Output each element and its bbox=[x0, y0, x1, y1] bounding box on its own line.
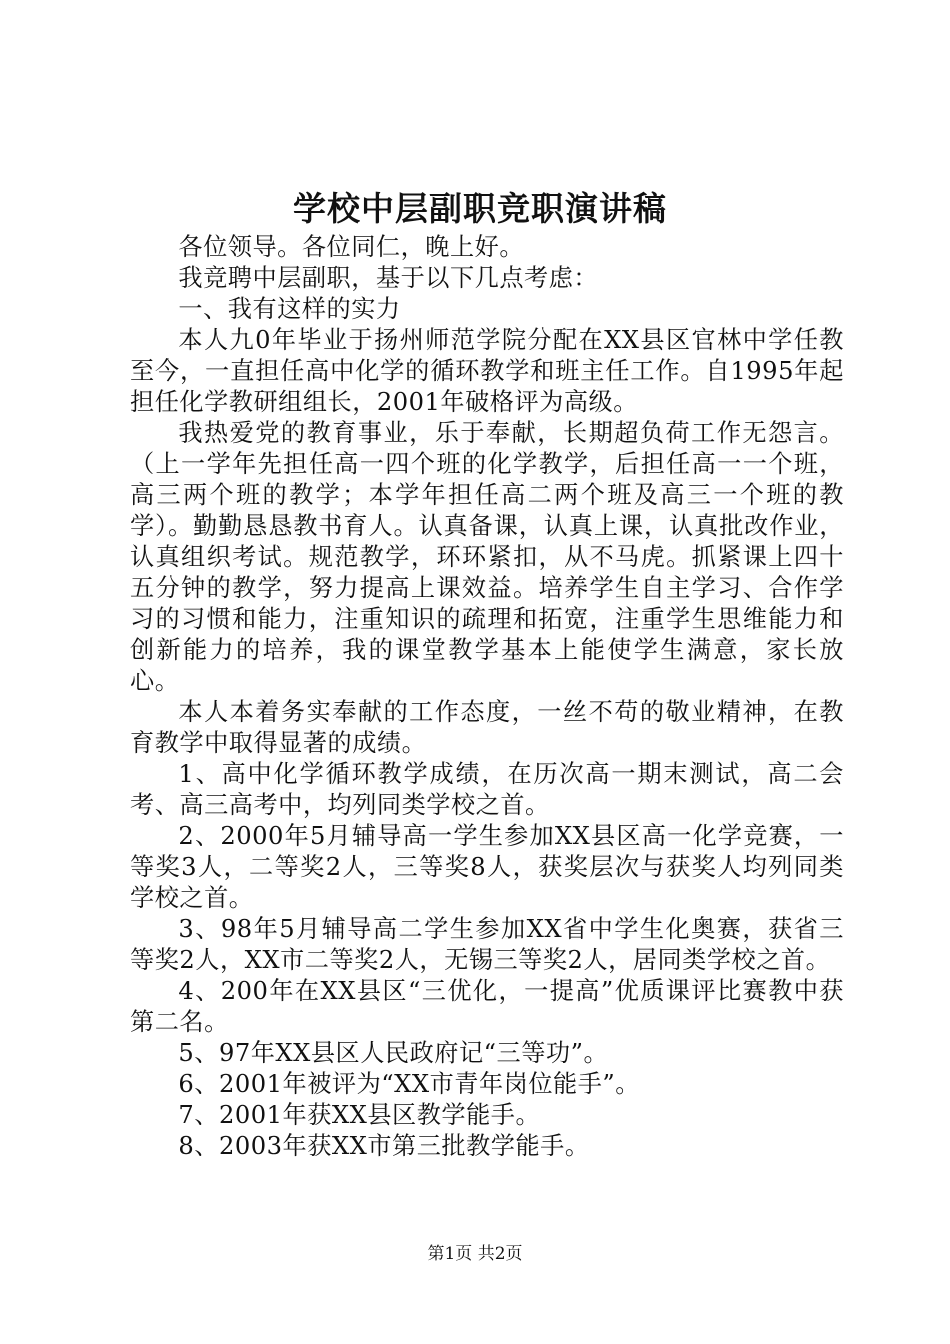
achievement-item: 2、2000年5月辅导高一学生参加XX县区高一化学竞赛，一等奖3人，二等奖2人，三等奖8人，获奖层次与获奖人均列同类学校之首。 bbox=[130, 822, 844, 912]
achievement-item: 7、2001年获XX县区教学能手。 bbox=[178, 1101, 541, 1129]
paragraph-background: 本人九0年毕业于扬州师范学院分配在XX县区官林中学任教至今，一直担任高中化学的循环教学和班主任工作。自1995年起担任化学教研组组长，2001年破格评为高级。 bbox=[130, 326, 844, 416]
page-footer: 第1页 共2页 bbox=[427, 1244, 523, 1264]
paragraph-dedication: 我热爱党的教育事业，乐于奉献，长期超负荷工作无怨言。（上一学年先担任高一四个班的化学教学，后担任高一一个班，高三两个班的教学；本学年担任高二两个班及高三一个班的教学）。勤勤恳恳教书育人。认真备课，认真上课，认真批改作业，认真组织考试。规范教学，环环紧扣，从不马虎。抓紧课上四十五分钟的教学，努力提高上课效益。培养学生自主学习、合作学习的习惯和能力，注重知识的疏理和拓宽，注重学生思维能力和创新能力的培养，我的课堂教学基本上能使学生满意，家长放心。 bbox=[130, 419, 844, 695]
achievement-item: 3、98年5月辅导高二学生参加XX省中学生化奥赛，获省三等奖2人，XX市二等奖2人，无锡三等奖2人，居同类学校之首。 bbox=[130, 915, 844, 974]
section-heading: 一、我有这样的实力 bbox=[178, 295, 401, 323]
document-body bbox=[130, 232, 844, 1162]
paragraph-intro: 我竞聘中层副职，基于以下几点考虑： bbox=[178, 264, 599, 292]
achievement-item: 6、2001年被评为“XX市青年岗位能手”。 bbox=[178, 1070, 640, 1098]
achievement-item: 5、97年XX县区人民政府记“三等功”。 bbox=[178, 1039, 609, 1067]
achievement-item: 8、2003年获XX市第三批教学能手。 bbox=[178, 1132, 590, 1160]
paragraph-achievements-intro: 本人本着务实奉献的工作态度，一丝不苟的敬业精神，在教育教学中取得显著的成绩。 bbox=[130, 698, 844, 757]
achievement-item: 1、高中化学循环教学成绩，在历次高一期末测试，高二会考、高三高考中，均列同类学校之首。 bbox=[130, 760, 844, 819]
achievement-item: 4、200年在XX县区“三优化，一提高”优质课评比赛教中获第二名。 bbox=[130, 977, 844, 1036]
paragraph-greeting: 各位领导。各位同仁，晚上好。 bbox=[178, 233, 525, 261]
document-title: 学校中层副职竞职演讲稿 bbox=[293, 189, 667, 228]
